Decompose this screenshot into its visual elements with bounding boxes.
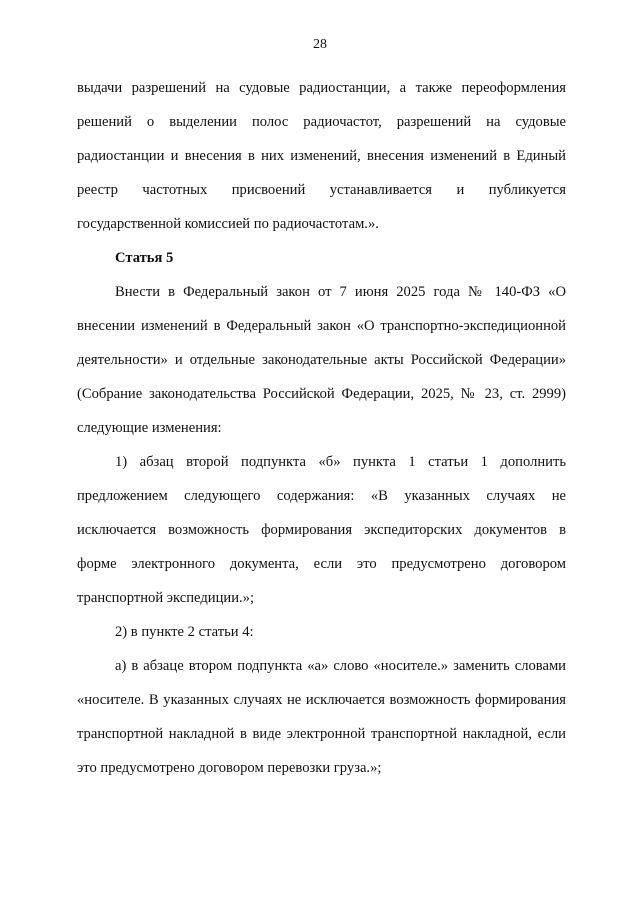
paragraph-item-2: 2) в пункте 2 статьи 4: bbox=[115, 624, 254, 640]
paragraph-subitem-a: а) в абзаце втором подпункта «а» слово «носителе.» заменить словами «носителе. В указанных случаях не исключается возможность формирования транспортной накладной в виде электронной транспортной накладной, если это предусмотрено договором перевозки груза.»; bbox=[77, 658, 566, 776]
paragraph-item-1: 1) абзац второй подпункта «б» пункта 1 статьи 1 дополнить предложением следующего содержания: «В указанных случаях не исключается возможность формирования экспедиторских документов в форме электронного документа, если это предусмотрено договором транспортной экспедиции.»; bbox=[77, 454, 566, 606]
article-heading: Статья 5 bbox=[115, 250, 174, 266]
paragraph-continuation: выдачи разрешений на судовые радиостанции, а также переоформления решений о выделении полос радиочастот, разрешений на судовые радиостанции и внесения в них изменений, внесения изменений в Единый реестр частотных присвоений устанавливается и публикуется государственной комиссией по радиочастотам.». bbox=[77, 80, 566, 232]
document-body bbox=[77, 71, 566, 785]
page-number: 28 bbox=[313, 37, 327, 52]
paragraph-article-intro: Внести в Федеральный закон от 7 июня 2025 года № 140-ФЗ «О внесении изменений в Федеральный закон «О транспортно-экспедиционной деятельности» и отдельные законодательные акты Российской Федерации» (Собрание законодательства Российской Федерации, 2025, № 23, ст. 2999) следующие изменения: bbox=[77, 284, 566, 436]
